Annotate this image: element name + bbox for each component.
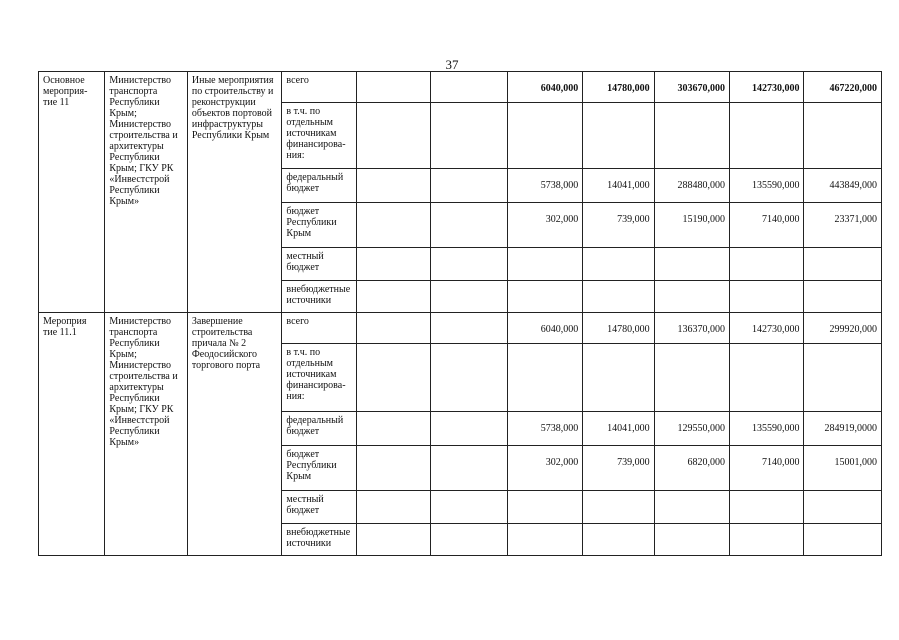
value-cell: [583, 412, 654, 446]
blank-cell: [356, 72, 430, 103]
blank-cell: [431, 103, 507, 169]
value-text: [512, 347, 578, 355]
value-text: 284919,0000: [824, 423, 877, 434]
value-cell: [804, 446, 882, 491]
value-cell: [654, 491, 729, 524]
value-text: 136370,000: [677, 324, 726, 335]
value-text: [734, 106, 799, 114]
value-text: 288480,000: [677, 180, 726, 191]
value-text: 6040,000: [540, 83, 579, 94]
value-text: [587, 494, 649, 502]
value-cell: [583, 524, 654, 556]
value-text: [587, 347, 649, 355]
value-text: 7140,000: [761, 214, 800, 225]
value-text: 443849,000: [829, 180, 877, 191]
blank-cell: [431, 446, 507, 491]
value-text: 5738,000: [540, 423, 579, 434]
value-text: 14041,000: [607, 180, 650, 191]
blank-cell: [356, 412, 430, 446]
value-cell: [507, 524, 582, 556]
value-cell: [730, 169, 804, 203]
blank-cell: [431, 203, 507, 248]
value-cell: [507, 203, 582, 248]
measure-name-cell: Основное мероприя-тие 11: [39, 72, 105, 313]
description-cell: Иные мероприятия по строительству и реконструкции объектов портовой инфраструктуры Республики Крым: [187, 72, 282, 313]
funding-source-cell: бюджет Республики Крым: [282, 203, 356, 248]
value-text: [808, 106, 877, 114]
value-text: 299920,000: [829, 324, 877, 335]
value-cell: [804, 491, 882, 524]
budget-table: [38, 71, 882, 556]
value-cell: [804, 313, 882, 344]
blank-cell: [356, 524, 430, 556]
blank-cell: [431, 72, 507, 103]
page-number: 37: [445, 57, 459, 72]
value-text: 135590,000: [751, 423, 800, 434]
value-text: [659, 106, 725, 114]
value-cell: [583, 491, 654, 524]
table-row: [39, 313, 882, 344]
value-cell: [583, 446, 654, 491]
value-text: [808, 251, 877, 259]
table-row: [39, 72, 882, 103]
funding-source-cell: внебюджетные источники: [282, 281, 356, 313]
funding-source-cell: всего: [282, 72, 356, 103]
funding-source-cell: федеральный бюджет: [282, 412, 356, 446]
blank-cell: [431, 248, 507, 281]
value-cell: [730, 203, 804, 248]
value-text: [734, 284, 799, 292]
value-cell: [730, 72, 804, 103]
blank-cell: [431, 524, 507, 556]
value-cell: [654, 344, 729, 412]
value-cell: [654, 169, 729, 203]
blank-cell: [356, 281, 430, 313]
blank-cell: [431, 491, 507, 524]
value-cell: [583, 103, 654, 169]
value-cell: [583, 281, 654, 313]
description-cell: Завершение строительства причала № 2 Феодосийского торгового порта: [187, 313, 282, 556]
value-cell: [804, 524, 882, 556]
value-cell: [507, 103, 582, 169]
value-text: 302,000: [545, 214, 579, 225]
value-cell: [730, 281, 804, 313]
value-cell: [730, 524, 804, 556]
value-cell: [654, 524, 729, 556]
value-cell: [730, 103, 804, 169]
measure-name-cell: Мероприя тие 11.1: [39, 313, 105, 556]
value-cell: [507, 446, 582, 491]
value-cell: [654, 446, 729, 491]
value-text: [659, 347, 725, 355]
funding-source-cell: в т.ч. по отдельным источникам финансирова-ния:: [282, 344, 356, 412]
value-text: [512, 527, 578, 535]
value-text: [512, 106, 578, 114]
value-text: [734, 494, 799, 502]
value-text: [512, 494, 578, 502]
value-text: [808, 527, 877, 535]
value-cell: [804, 72, 882, 103]
value-text: 6820,000: [687, 457, 726, 468]
value-text: 303670,000: [677, 83, 726, 94]
value-cell: [654, 72, 729, 103]
value-text: 14041,000: [607, 423, 650, 434]
value-cell: [654, 248, 729, 281]
blank-cell: [356, 344, 430, 412]
value-cell: [730, 412, 804, 446]
value-cell: [654, 281, 729, 313]
value-text: [659, 284, 725, 292]
value-text: [659, 527, 725, 535]
value-cell: [730, 491, 804, 524]
value-cell: [654, 313, 729, 344]
funding-source-cell: местный бюджет: [282, 248, 356, 281]
value-text: 739,000: [617, 457, 650, 468]
value-text: 142730,000: [751, 83, 800, 94]
executor-cell: Министерство транспорта Республики Крым; Министерство строительства и архитектуры Республики Крым; ГКУ РК «Инвестстрой Республики Крым»: [105, 72, 187, 313]
blank-cell: [431, 313, 507, 344]
value-text: [512, 284, 578, 292]
blank-cell: [356, 491, 430, 524]
blank-cell: [356, 313, 430, 344]
blank-cell: [356, 169, 430, 203]
value-cell: [507, 313, 582, 344]
value-text: [734, 347, 799, 355]
value-text: [659, 494, 725, 502]
value-cell: [654, 103, 729, 169]
value-text: [587, 251, 649, 259]
value-text: 5738,000: [540, 180, 579, 191]
value-cell: [730, 313, 804, 344]
funding-source-cell: внебюджетные источники: [282, 524, 356, 556]
value-text: [808, 494, 877, 502]
value-cell: [654, 203, 729, 248]
value-cell: [730, 344, 804, 412]
value-text: [808, 347, 877, 355]
value-text: 142730,000: [751, 324, 800, 335]
value-text: [587, 106, 649, 114]
value-text: 14780,000: [607, 324, 650, 335]
blank-cell: [356, 248, 430, 281]
value-cell: [583, 203, 654, 248]
value-text: [659, 251, 725, 259]
value-cell: [804, 248, 882, 281]
value-text: 135590,000: [751, 180, 800, 191]
value-text: 739,000: [617, 214, 650, 225]
value-text: [808, 284, 877, 292]
value-cell: [507, 412, 582, 446]
value-text: 302,000: [545, 457, 579, 468]
blank-cell: [431, 169, 507, 203]
value-text: 6040,000: [540, 324, 579, 335]
value-cell: [507, 169, 582, 203]
value-cell: [507, 72, 582, 103]
funding-source-cell: бюджет Республики Крым: [282, 446, 356, 491]
blank-cell: [356, 103, 430, 169]
funding-source-cell: в т.ч. по отдельным источникам финансирова-ния:: [282, 103, 356, 169]
value-cell: [507, 344, 582, 412]
value-text: 129550,000: [677, 423, 726, 434]
value-cell: [804, 281, 882, 313]
value-cell: [583, 313, 654, 344]
value-cell: [583, 248, 654, 281]
value-cell: [730, 446, 804, 491]
value-text: 14780,000: [607, 83, 650, 94]
value-text: 23371,000: [834, 214, 877, 225]
blank-cell: [356, 446, 430, 491]
blank-cell: [431, 412, 507, 446]
value-cell: [730, 248, 804, 281]
funding-source-cell: местный бюджет: [282, 491, 356, 524]
value-text: [734, 251, 799, 259]
value-text: [587, 284, 649, 292]
value-text: [734, 527, 799, 535]
value-text: 15190,000: [682, 214, 726, 225]
blank-cell: [431, 344, 507, 412]
value-text: 7140,000: [761, 457, 800, 468]
value-cell: [804, 103, 882, 169]
value-cell: [583, 344, 654, 412]
value-cell: [804, 412, 882, 446]
value-cell: [507, 281, 582, 313]
blank-cell: [431, 281, 507, 313]
value-cell: [583, 72, 654, 103]
blank-cell: [356, 203, 430, 248]
value-cell: [804, 344, 882, 412]
funding-source-cell: федеральный бюджет: [282, 169, 356, 203]
value-cell: [654, 412, 729, 446]
value-text: [512, 251, 578, 259]
funding-source-cell: всего: [282, 313, 356, 344]
value-cell: [804, 169, 882, 203]
value-text: [587, 527, 649, 535]
value-cell: [804, 203, 882, 248]
executor-cell: Министерство транспорта Республики Крым; Министерство строительства и архитектуры Республики Крым; ГКУ РК «Инвестстрой Республики Крым»: [105, 313, 187, 556]
value-cell: [507, 491, 582, 524]
value-text: 467220,000: [829, 83, 877, 94]
value-cell: [583, 169, 654, 203]
value-cell: [507, 248, 582, 281]
value-text: 15001,000: [834, 457, 877, 468]
